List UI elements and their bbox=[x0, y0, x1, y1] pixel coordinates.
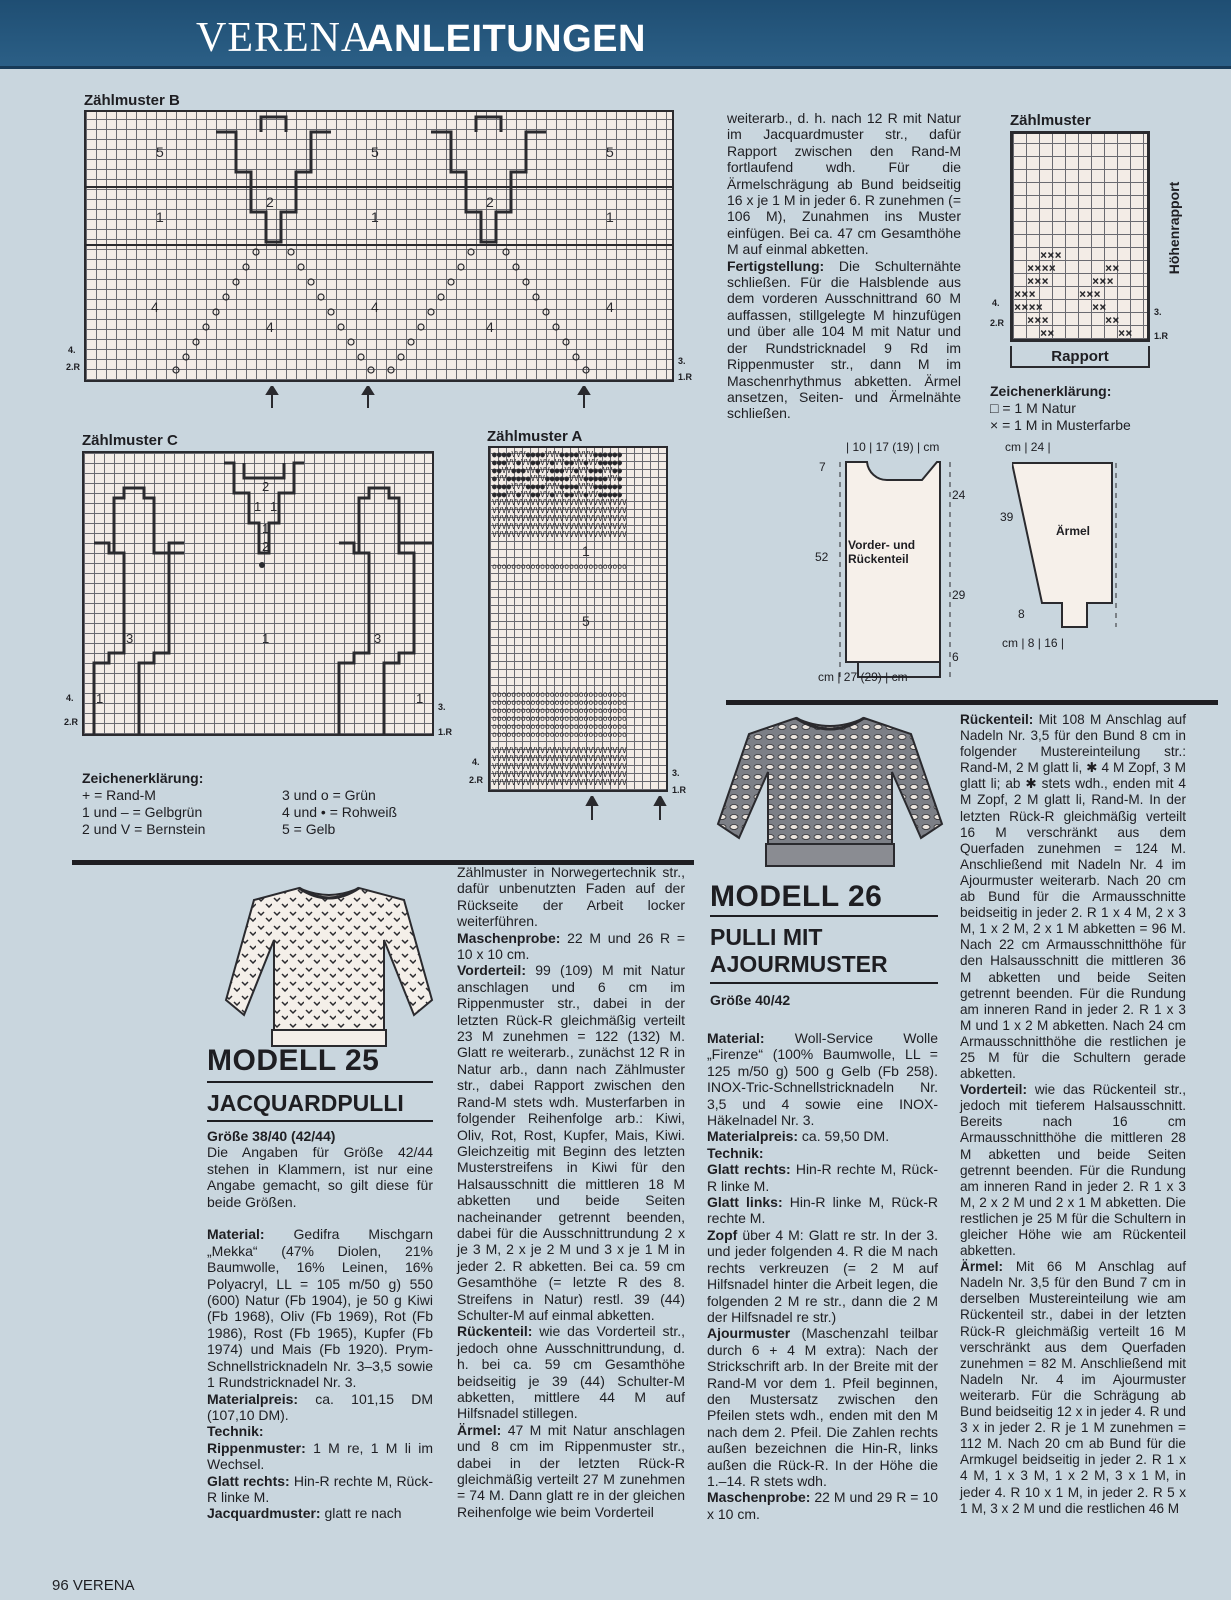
chart-b-row-1r: 1.R bbox=[678, 372, 693, 382]
svg-text:3: 3 bbox=[126, 631, 134, 646]
svg-text:●VV●●●●●VVV●●●●●VVV●●●●●VV●: ●VV●●●●●VVV●●●●●VVV●●●●●VV● bbox=[492, 474, 623, 483]
chart-small-row-1r: 1.R bbox=[1154, 331, 1169, 341]
svg-text:●●●VV●VV●●VV●VV●●VV●VV●●●●●: ●●●VV●VV●●VV●VV●●VV●VV●●●●● bbox=[492, 458, 623, 467]
body-label: Vorder- und Rückenteil bbox=[848, 538, 916, 566]
svg-text:×××: ××× bbox=[1040, 248, 1062, 262]
sleeve-bottom-dims: cm | 8 | 16 | bbox=[1002, 636, 1065, 650]
svg-text:oooooooooooooooooooooooooooo: oooooooooooooooooooooooooooo bbox=[492, 706, 627, 715]
m26-h: Ajourmuster bbox=[707, 1325, 791, 1342]
body-top-dims: | 10 | 17 (19) | cm bbox=[846, 440, 940, 454]
dim-8: 8 bbox=[1018, 607, 1025, 621]
svg-text:5: 5 bbox=[156, 144, 164, 160]
m26-t: Hin-R rechte M, Rück-R linke M. bbox=[707, 1161, 938, 1194]
svg-text:××: ×× bbox=[1092, 300, 1107, 314]
legend-small-title: Zeichenerklärung: bbox=[990, 383, 1112, 399]
chart-small-row-4: 4. bbox=[992, 298, 1000, 308]
chart-b-pattern bbox=[86, 112, 672, 380]
sleeve-top-dims: cm | 24 | bbox=[1005, 440, 1051, 454]
chart-a-row-3: 3. bbox=[672, 768, 680, 778]
m26-h: Material: bbox=[707, 1030, 765, 1046]
m26-h: Materialpreis: bbox=[707, 1128, 799, 1145]
svg-text:1: 1 bbox=[254, 499, 262, 514]
chart-c-row-3: 3. bbox=[438, 702, 446, 712]
sleeve-label: Ärmel bbox=[1056, 524, 1091, 538]
model-26-subline bbox=[710, 982, 938, 984]
dim-24: 24 bbox=[952, 488, 966, 502]
chart-b-row-2r: 2.R bbox=[66, 362, 81, 372]
svg-text:oooooooooooooooooooooooooooo: oooooooooooooooooooooooooooo bbox=[492, 690, 627, 699]
model-25-intro: Die Angaben für Größe 42/44 stehen in Klammern, ist nur eine Angabe gemacht, so gilt diese für beide Größen. bbox=[207, 1144, 433, 1210]
chart-c-row-4: 4. bbox=[66, 693, 74, 703]
model-25-col-1 bbox=[207, 1128, 433, 1522]
chart-b-grid bbox=[84, 110, 674, 382]
chart-b-arrows bbox=[260, 386, 600, 410]
page-header bbox=[0, 0, 1231, 69]
chart-a-row-4: 4. bbox=[472, 757, 480, 767]
m25-h: Rückenteil: bbox=[457, 1323, 533, 1340]
chart-small-grid bbox=[1010, 131, 1150, 342]
m25-h: Vorderteil: bbox=[457, 962, 526, 979]
sweater-illustration-25 bbox=[224, 880, 434, 1055]
m25-h: Glatt rechts: bbox=[207, 1472, 290, 1489]
m26-h: Glatt rechts: bbox=[707, 1161, 791, 1178]
chart-b-row-3: 3. bbox=[678, 356, 686, 366]
model-25-col-2 bbox=[457, 864, 685, 1520]
model-25-title: MODELL 25 bbox=[207, 1044, 380, 1077]
section-divider-right bbox=[726, 700, 1218, 705]
svg-text:VVVVVVVVVVVVVVVVVVVVVVVVVVVV: VVVVVVVVVVVVVVVVVVVVVVVVVVVV bbox=[492, 754, 627, 763]
m26-t: Woll-Service Wolle „Firenze“ (100% Baumwolle, LL = 125 m/50 g) 500 g Gelb (Fb 258). INOX-Tric-Schnellstricknadeln Nr. 3,5 und 4 sowie eine INOX-Häkelnadel Nr. 3. bbox=[707, 1030, 938, 1129]
svg-text:1: 1 bbox=[156, 209, 164, 225]
legend-small bbox=[990, 383, 1131, 434]
m26-h: Vorderteil: bbox=[960, 1082, 1027, 1098]
svg-text:1: 1 bbox=[270, 499, 278, 514]
chart-c-grid bbox=[82, 451, 434, 736]
dim-39: 39 bbox=[1000, 510, 1014, 524]
dim-29: 29 bbox=[952, 588, 966, 602]
svg-text:××: ×× bbox=[1105, 261, 1120, 275]
svg-text:××: ×× bbox=[1105, 313, 1120, 327]
legend-item: 1 und – = Gelbgrün bbox=[82, 804, 203, 820]
svg-text:oooooooooooooooooooooooooooo: oooooooooooooooooooooooooooo bbox=[492, 730, 627, 739]
svg-text:××××: ×××× bbox=[1014, 300, 1043, 314]
m26-h: Ärmel: bbox=[960, 1259, 1004, 1275]
svg-text:4: 4 bbox=[266, 319, 274, 335]
rapport-label: Rapport bbox=[1051, 348, 1109, 365]
svg-text:4: 4 bbox=[606, 299, 614, 315]
model-26-col-2 bbox=[960, 712, 1186, 1517]
svg-text:1: 1 bbox=[582, 543, 590, 559]
chart-small-row-3: 3. bbox=[1154, 307, 1162, 317]
svg-text:VVVVVVVVVVVVVVVVVVVVVVVVVVVV: VVVVVVVVVVVVVVVVVVVVVVVVVVVV bbox=[492, 778, 627, 787]
chart-a-row-1r: 1.R bbox=[672, 785, 687, 795]
height-repeat-label bbox=[1159, 175, 1182, 285]
m25-h: Jacquardmuster: bbox=[207, 1505, 321, 1522]
legend-item: 2 und V = Bernstein bbox=[82, 821, 206, 837]
svg-text:××: ×× bbox=[1040, 326, 1055, 339]
m26-t: ca. 59,50 DM. bbox=[798, 1128, 890, 1145]
svg-text:5: 5 bbox=[606, 144, 614, 160]
svg-text:VVVVVVVVVVVVVVVVVVVVVVVVVVVV: VVVVVVVVVVVVVVVVVVVVVVVVVVVV bbox=[492, 530, 627, 539]
text-continuation-top bbox=[727, 110, 961, 422]
m25-t: 99 (109) M mit Natur anschlagen und 6 cm im Rippenmuster str., dabei in der letzten Rück-R gleichmäßig verteilt 23 M zunehmen = 122 (132) M. Glatt re weiterarb., zunächst 12 R in Natur arb., dann nach Zählmuster str., dabei Rapport zwischen den Rand-M stets wdh. Musterfarben in folgender Reihenfolge arb.: Kiwi, Oliv, Rot, Rost, Kupfer, Mais, Kiwi. Gleichzeitig mit Beginn des letzten Musterstreifens in Kiwi für den Halsausschnitt die mittleren 18 M abketten und beide Seiten nacheinander getrennt beenden, dabei für die Ausschnittrundung 2 x je 3 M, 2 x je 2 M und 3 x je 1 M in jeder 2. R abketten. Bei ca. 59 cm Gesamthöhe (= letzte R des 8. Streifens in Natur) restl. 39 (44) Schulter-M auf einmal abketten. bbox=[457, 962, 685, 1323]
m26-t: Mit 66 M Anschlag auf Nadeln Nr. 3,5 für den Bund 7 cm in derselben Mustereinteilung wie am Rückenteil str., dabei in der letzten Rück-R gleichmäßig verteilt 16 M verschränkt aus dem Querfaden zunehmen = 82 M. Anschließend mit Nadeln Nr. 4 im Ajourmuster weiterarb. Für die Schrägung ab Bund beidseitig 12 x in jeder 4. R und 3 x in jeder 2. R je 1 M zunehmen = 112 M. Nach 20 cm ab Bund für die Armkugel beidseitig in jeder 2. R 1 x 4 M, 1 x 3 M, 1 x 2 M, 3 x 1 M, in jeder 4. R 10 x 1 M, in jeder 2. R 5 x 1 M, 3 x 2 M und die restlichen 46 M bbox=[960, 1259, 1186, 1516]
chart-b-row-4: 4. bbox=[68, 345, 76, 355]
m26-h: Maschenprobe: bbox=[707, 1489, 811, 1506]
svg-text:5: 5 bbox=[371, 144, 379, 160]
svg-text:2: 2 bbox=[262, 539, 270, 554]
m25-t: wie das Vorderteil str., jedoch ohne Ausschnittrundung, d. h. bei ca. 59 cm Gesamthöhe beidseitig je 39 (44) Schulter-M abketten, mittlere 44 M auf Hilfsnadel stillegen. bbox=[457, 1323, 685, 1422]
height-repeat-text: Höhenrapport bbox=[1166, 181, 1182, 275]
m25-t: 1 M re, 1 M li im Wechsel. bbox=[207, 1439, 433, 1473]
m26-h: Zopf bbox=[707, 1226, 738, 1243]
model-25-size: Größe 38/40 (42/44) bbox=[207, 1128, 336, 1144]
text-para: Die Schulternähte schließen. Für die Halsblende aus dem vorderen Ausschnittrand 60 M auffassen, stillgelegte M hinzufügen und über alle 104 M mit Natur und der Rundstricknadel 9 Rd im Rippenmuster str., dann M im Maschenrhythmus abketten. Ärmel ansetzen, Seiten- und Ärmelnähte schließen. bbox=[727, 257, 961, 422]
chart-c-pattern bbox=[84, 453, 432, 734]
svg-text:VVVVVVVVVVVVVVVVVVVVVVVVVVVV: VVVVVVVVVVVVVVVVVVVVVVVVVVVV bbox=[492, 506, 627, 515]
svg-text:1: 1 bbox=[262, 521, 270, 536]
m25-t: ca. 101,15 DM (107,10 DM). bbox=[207, 1390, 433, 1423]
svg-text:VVVVVVVVVVVVVVVVVVVVVVVVVVVV: VVVVVVVVVVVVVVVVVVVVVVVVVVVV bbox=[492, 762, 627, 771]
model-26-underline bbox=[710, 915, 938, 917]
model-26-subtitle-2: AJOURMUSTER bbox=[710, 951, 888, 977]
m25-t: Zählmuster in Norwegertechnik str., dafür unbenutzten Faden auf der Rückseite der Arbeit locker weiterführen. bbox=[457, 864, 685, 930]
svg-text:VVVVVVVVVVVVVVVVVVVVVVVVVVVV: VVVVVVVVVVVVVVVVVVVVVVVVVVVV bbox=[492, 522, 627, 531]
body-bottom-dims: cm | 27 (29) | cm bbox=[818, 670, 908, 684]
svg-text:VVVVVVVVVVVVVVVVVVVVVVVVVVVV: VVVVVVVVVVVVVVVVVVVVVVVVVVVV bbox=[492, 746, 627, 755]
chart-a-row-2r: 2.R bbox=[469, 775, 484, 785]
svg-text:●●VV●●●VV●VV●●●VV●VV●●●VV●●: ●●VV●●●VV●VV●●●VV●VV●●●VV●● bbox=[492, 466, 623, 475]
m25-h: Ärmel: bbox=[457, 1421, 502, 1438]
svg-text:×××: ××× bbox=[1027, 274, 1049, 288]
chart-c-title: Zählmuster C bbox=[82, 432, 178, 449]
m26-t: Hin-R linke M, Rück-R rechte M. bbox=[707, 1194, 938, 1227]
dim-7: 7 bbox=[819, 460, 826, 474]
m25-t: glatt re nach bbox=[320, 1505, 402, 1522]
model-26-title: MODELL 26 bbox=[710, 880, 883, 913]
svg-text:1: 1 bbox=[416, 691, 424, 706]
svg-text:VVVVVVVVVVVVVVVVVVVVVVVVVVVV: VVVVVVVVVVVVVVVVVVVVVVVVVVVV bbox=[492, 770, 627, 779]
svg-text:oooooooooooooooooooooooooooo: oooooooooooooooooooooooooooo bbox=[492, 714, 627, 723]
dim-52: 52 bbox=[815, 550, 829, 564]
model-25-subtitle: JACQUARDPULLI bbox=[207, 1090, 404, 1116]
svg-text:××××: ×××× bbox=[1027, 261, 1056, 275]
svg-text:1: 1 bbox=[371, 209, 379, 225]
chart-a-pattern bbox=[490, 448, 666, 790]
chart-c-row-1r: 1.R bbox=[438, 727, 453, 737]
section-title: ANLEITUNGEN bbox=[366, 18, 646, 60]
svg-text:4: 4 bbox=[151, 299, 159, 315]
m25-h: Material: bbox=[207, 1226, 265, 1243]
text-para: weiterarb., d. h. nach 12 R mit Natur im Jacquardmuster str., dafür Rapport zwischen den Rand-M fortlaufend wdh. Für die Ärmelschrägung ab Bund beidseitig 16 x je 1 M in jeder 6. R zunehmen (= 106 M), Zunahmen ins Muster einfügen. Bei ca. 47 cm Gesamthöhe M auf einmal abketten. bbox=[727, 110, 961, 258]
svg-text:●●●●VVV●●●●VVV●●●●VVV●●●●●●: ●●●●VVV●●●●VVV●●●●VVV●●●●●● bbox=[492, 450, 623, 459]
m25-h: Rippenmuster: bbox=[207, 1439, 306, 1456]
m25-t: Gedifra Mischgarn „Mekka“ (47% Diolen, 21% Baumwolle, 16% Leinen, 16% Polyacryl, LL = 105 m/50 g) 550 (600) Natur (Fb 1904), je 50 g Kiwi (Fb 1968), Oliv (Fb 1969), Rot (Fb 1986), Rost (Fb 1965), Kupfer (Fb 1974) und Mais (Fb 1920). Prym-Schnellstricknadeln Nr. 3–3,5 sowie 1 Rundstricknadel Nr. 3. bbox=[207, 1226, 433, 1391]
svg-text:×××: ××× bbox=[1014, 287, 1036, 301]
svg-text:1: 1 bbox=[96, 691, 104, 706]
m26-t: 22 M und 29 R = 10 x 10 cm. bbox=[707, 1489, 938, 1522]
svg-text:×××: ××× bbox=[1027, 313, 1049, 327]
svg-text:●●●●VVV●●●●VVV●●●●VVV●●●●●●: ●●●●VVV●●●●VVV●●●●VVV●●●●●● bbox=[492, 482, 623, 491]
m26-t: (Maschenzahl teilbar durch 6 + 4 M extra): Nach der Strickschrift arb. In der Breite mit der Rand-M vor dem 1. Pfeil beginnen, den Mustersatz zwischen den Pfeilen stets wdh., enden mit den M nach dem 2. Pfeil. Die Zahlen rechts außen bezeichnen die Hin-R, links außen die Rück-R. In der Höhe die 1.–14. R stets wdh. bbox=[707, 1325, 938, 1489]
svg-text:VVVVVVVVVVVVVVVVVVVVVVVVVVVV: VVVVVVVVVVVVVVVVVVVVVVVVVVVV bbox=[492, 514, 627, 523]
chart-small-row-2r: 2.R bbox=[990, 318, 1005, 328]
chart-c-row-2r: 2.R bbox=[64, 717, 79, 727]
m25-h: Maschenprobe: bbox=[457, 929, 561, 946]
legend-main bbox=[82, 770, 462, 838]
model-25-underline bbox=[207, 1081, 433, 1083]
model-26-col-1 bbox=[707, 1030, 938, 1522]
svg-text:2: 2 bbox=[262, 479, 270, 494]
m25-t: 22 M und 26 R = 10 x 10 cm. bbox=[457, 929, 685, 963]
svg-text:××: ×× bbox=[1118, 326, 1133, 339]
m25-t: 47 M mit Natur anschlagen und 8 cm im Rippenmuster str., dabei in der letzten Rück-R gleichmäßig verteilt 27 M zunehmen = 74 M. Dann glatt re in der gleichen Reihenfolge wie beim Vorderteil bbox=[457, 1421, 685, 1520]
chart-a-grid bbox=[488, 446, 668, 792]
svg-text:×××: ××× bbox=[1092, 274, 1114, 288]
chart-b-title: Zählmuster B bbox=[84, 92, 180, 109]
legend-item: 4 und • = Rohweiß bbox=[282, 804, 398, 820]
legend-small-item: □ = 1 M Natur bbox=[990, 400, 1076, 416]
m26-t: wie das Rückenteil str., jedoch mit tieferem Halsausschnitt. Bereits nach 16 cm Armausschnitthöhe die mittleren 28 M abketten und beide Seiten getrennt beenden. Für die Rundung am inneren Rand in jeder 2. R 1 x 3 M, 2 x 2 M und 2 x 1 M abketten. Die restlichen je 25 M für die Schultern in gleicher Höhe wie am Rückenteil abketten. bbox=[960, 1082, 1186, 1259]
legend-small-item: × = 1 M in Musterfarbe bbox=[990, 417, 1131, 433]
svg-text:×××: ××× bbox=[1079, 287, 1101, 301]
svg-text:2: 2 bbox=[486, 194, 494, 210]
svg-text:1: 1 bbox=[262, 631, 270, 646]
m26-h: Technik: bbox=[707, 1144, 764, 1161]
svg-text:1: 1 bbox=[606, 209, 614, 225]
chart-a-arrows bbox=[584, 796, 674, 822]
svg-text:●●●VV●VV●●VV●VV●●VV●VV●●●●●: ●●●VV●VV●●VV●VV●●VV●VV●●●●● bbox=[492, 490, 623, 499]
svg-text:4: 4 bbox=[486, 319, 494, 335]
svg-text:oooooooooooooooooooooooooooo: oooooooooooooooooooooooooooo bbox=[492, 562, 627, 571]
legend-main-title: Zeichenerklärung: bbox=[82, 770, 204, 786]
model-25-subline bbox=[207, 1120, 433, 1122]
page-footer: 96 VERENA bbox=[52, 1577, 135, 1594]
svg-text:VVVVVVVVVVVVVVVVVVVVVVVVVVVV: VVVVVVVVVVVVVVVVVVVVVVVVVVVV bbox=[492, 498, 627, 507]
svg-text:2: 2 bbox=[266, 194, 274, 210]
m25-h: Materialpreis: bbox=[207, 1390, 299, 1407]
dim-6: 6 bbox=[952, 650, 959, 664]
m26-h: Glatt links: bbox=[707, 1194, 783, 1211]
m26-t: Mit 108 M Anschlag auf Nadeln Nr. 3,5 für den Bund 8 cm in folgender Mustereinteilung str.: Rand-M, 2 M glatt li, ✱ 4 M Zopf, 3 M glatt li; ab ✱ stets wdh., enden mit 4 M Zopf, 2 M glatt li, Rand-M. In der letzten Rück-R gleichmäßig verteilt 16 M verschränkt aus dem Querfaden zunehmen = 124 M. Anschließend mit Nadeln Nr. 4 im Ajourmuster weiterarb. Nach 20 cm ab Bund für die Armausschnitte beidseitig in jeder 2. R 1 x 4 M, 2 x 3 M, 1 x 2 M, 2 x 1 M abketten = 96 M. Nach 22 cm Armausschnitthöhe für den Halsausschnitt die mittleren 36 M abketten und beide Seiten getrennt beenden. Für die Rundung am inneren Rand in jeder 2. R 1 x 3 M und 1 x 2 M abketten. Nach 24 cm Armausschnitthöhe die restlichen je 25 M für die Schultern gerade abketten. bbox=[960, 712, 1186, 1082]
model-26-subtitle-1: PULLI MIT bbox=[710, 924, 823, 950]
legend-item: 5 = Gelb bbox=[282, 821, 336, 837]
chart-small-title: Zählmuster bbox=[1010, 112, 1091, 129]
m25-t: Hin-R rechte M, Rück-R linke M. bbox=[207, 1472, 433, 1505]
chart-small-pattern bbox=[1013, 134, 1147, 339]
legend-item: 3 und o = Grün bbox=[282, 787, 376, 803]
m26-h: Rückenteil: bbox=[960, 712, 1034, 727]
sleeve-schematic bbox=[1012, 455, 1122, 635]
text-heading-fertig: Fertigstellung: bbox=[727, 257, 825, 274]
svg-text:4: 4 bbox=[371, 299, 379, 315]
sweater-illustration-26 bbox=[716, 712, 944, 877]
svg-text:oooooooooooooooooooooooooooo: oooooooooooooooooooooooooooo bbox=[492, 698, 627, 707]
legend-item: + = Rand-M bbox=[82, 787, 156, 803]
svg-text:5: 5 bbox=[582, 613, 590, 629]
svg-text:3: 3 bbox=[374, 631, 382, 646]
svg-text:oooooooooooooooooooooooooooo: oooooooooooooooooooooooooooo bbox=[492, 722, 627, 731]
m25-h: Technik: bbox=[207, 1423, 264, 1440]
chart-a-title: Zählmuster A bbox=[487, 428, 583, 445]
magazine-brand: VERENA bbox=[196, 15, 373, 61]
m26-t: über 4 M: Glatt re str. In der 3. und jeder folgenden 4. R die M nach rechts verkreuzen (= 2 M auf Hilfsnadel hinter die Arbeit legen, die folgenden 2 M re str., dann die 2 M der Hilfsnadel re str.) bbox=[707, 1226, 938, 1325]
model-26-size: Größe 40/42 bbox=[710, 992, 791, 1008]
